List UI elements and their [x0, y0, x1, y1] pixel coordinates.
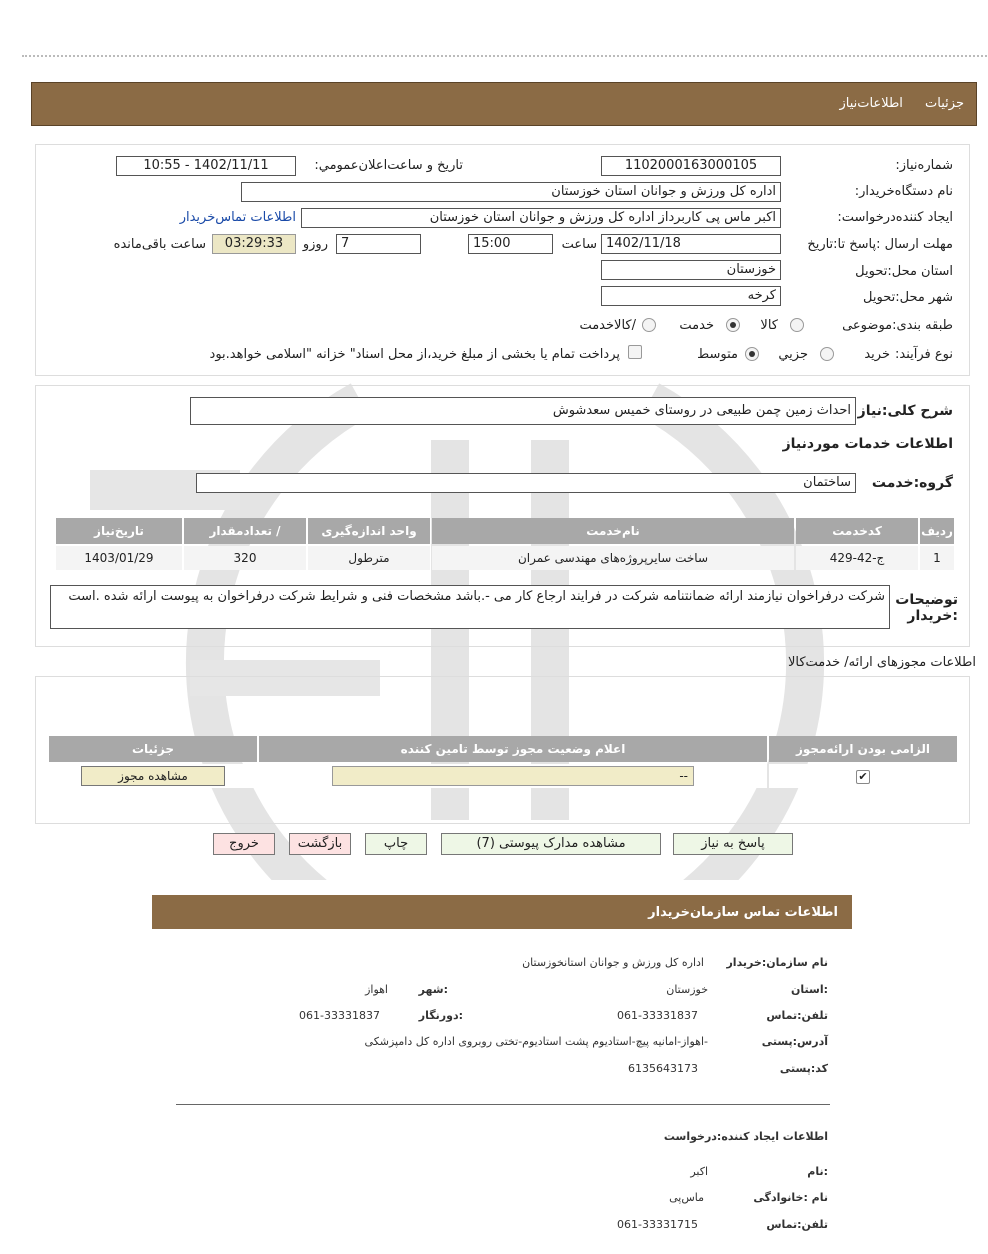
buyer-org-field: اداره کل ورزش و جوانان استان خوزستان [241, 182, 781, 202]
remaining-time-label: ساعت باقی‌مانده [113, 237, 206, 252]
col-row: ردیف [920, 518, 954, 544]
creator-family-label: نام :خانوادگی [753, 1191, 828, 1204]
category-label: طبقه بندی:موضوعی [842, 318, 953, 333]
creator-name-value: اکبر [690, 1165, 708, 1178]
creator-field: اکبر ماس پی کاربرداز اداره کل ورزش و جوانان استان خوزستان [301, 208, 781, 228]
contact-city-value: اهواز [365, 983, 388, 996]
creator-label: ایجاد کننده‌درخواست: [837, 210, 953, 225]
view-attachments-button[interactable]: مشاهده مدارک پیوستی (7) [441, 833, 661, 855]
contact-postal-value: 6135643173 [628, 1062, 698, 1075]
deadline-date-field: 1402/11/18 [601, 234, 781, 254]
summary-label: شرح کلی:نیاز [857, 403, 953, 419]
deadline-time-field: 15:00 [468, 234, 553, 254]
province-label: استان محل:تحویل [855, 264, 953, 279]
buyer-contact-link[interactable]: اطلاعات تماس‌خریدار [179, 210, 296, 225]
col-permit-required: الزامی بودن ارائه‌مجوز [769, 736, 957, 762]
process-buy-label: خرید [864, 347, 890, 362]
cell-permit-required [769, 764, 957, 788]
contact-header-bar [152, 895, 852, 929]
process-medium-label: متوسط [697, 347, 738, 362]
contact-postal-label: کد:پستی [779, 1062, 828, 1075]
deadline-days-field: 7 [336, 234, 421, 254]
contact-address-label: آدرس:پستی [761, 1035, 828, 1048]
remaining-time-badge: 03:29:33 [212, 234, 296, 254]
cell-service-code: ج-42-429 [796, 546, 918, 570]
category-goods-radio[interactable] [790, 318, 804, 332]
view-permit-button[interactable]: مشاهده مجوز [81, 766, 225, 786]
permit-required-checkbox: ✔ [856, 770, 870, 784]
announce-field: 1402/11/11 - 10:55 [116, 156, 296, 176]
col-permit-status: اعلام وضعیت مجوز توسط تامین کننده [259, 736, 767, 762]
announce-label: تاریخ و ساعت‌اعلان‌عمومي: [314, 158, 463, 173]
category-service-label: خدمت [679, 318, 714, 333]
process-partial-radio[interactable] [820, 347, 834, 361]
deadline-label: مهلت ارسال :پاسخ تا:تاریخ [807, 237, 953, 252]
contact-org-label: نام سازمان:خریدار [726, 956, 828, 969]
category-both-label: /کالاخدمت [579, 318, 636, 333]
table-row [56, 546, 954, 570]
breadcrumb [821, 96, 964, 111]
exit-button[interactable]: خروج [213, 833, 275, 855]
breadcrumb-need-info[interactable]: اطلاعات‌نیاز [839, 96, 903, 111]
buyer-org-label: نام دستگاه‌خريدار: [854, 184, 953, 199]
permit-status-field: -- [332, 766, 694, 786]
services-table [54, 516, 956, 572]
category-service-radio[interactable] [726, 318, 740, 332]
treasury-payment-checkbox[interactable] [628, 345, 642, 359]
reply-button[interactable]: پاسخ به نیاز [673, 833, 793, 855]
need-number-label: شماره‌نیاز: [895, 158, 953, 173]
col-quantity: / تعدادمقدار [184, 518, 306, 544]
contact-org-value: اداره کل ورزش و جوانان استانخوزستان [522, 956, 704, 969]
col-service-code: کدخدمت [796, 518, 918, 544]
buyer-notes-label [888, 592, 958, 624]
contact-fax-label: :دورنگار [418, 1009, 463, 1022]
print-button[interactable]: چاپ [365, 833, 427, 855]
creator-family-value: ماس‌پی [669, 1191, 704, 1204]
need-number-field: 1102000163000105 [601, 156, 781, 176]
creator-phone-label: تلفن:تماس [766, 1218, 828, 1231]
top-divider [22, 55, 987, 57]
treasury-payment-label: پرداخت تمام یا بخشی از مبلغ خرید،از محل اسناد" خزانه "اسلامی خواهد.بود [209, 347, 620, 362]
service-group-field: ساختمان [196, 473, 856, 493]
cell-permit-details [49, 764, 257, 788]
buyer-notes-label-text: توضیحات :خریدار [895, 592, 958, 624]
category-both-radio[interactable] [642, 318, 656, 332]
contact-phone-label: تلفن:تماس [766, 1009, 828, 1022]
cell-service-name: ساخت سایرپروژه‌های مهندسی عمران [432, 546, 794, 570]
col-permit-details: جزئیات [49, 736, 257, 762]
permits-title: اطلاعات مجوزهای ارائه/ خدمت‌کالا [787, 655, 976, 670]
creator-name-label: :نام [807, 1165, 828, 1178]
creator-phone-value: 061-33331715 [617, 1218, 698, 1231]
need-info-panel [35, 144, 970, 376]
breadcrumb-details[interactable]: جزئیات [925, 96, 964, 111]
cell-quantity: 320 [184, 546, 306, 570]
contact-header-title: اطلاعات تماس سازمان‌خریدار [648, 905, 838, 920]
permits-table [47, 734, 959, 790]
page-header-bar [31, 82, 977, 126]
cell-permit-status [259, 764, 767, 788]
service-group-label: گروه:خدمت [871, 475, 953, 491]
contact-fax-value: 061-33331837 [299, 1009, 380, 1022]
creator-info-title: اطلاعات ایجاد کننده:درخواست [663, 1130, 828, 1143]
process-partial-label: جزیي [778, 347, 808, 362]
table-row [49, 764, 957, 788]
summary-field: احداث زمین چمن طبیعی در روستای خمیس سعدشوش [190, 397, 856, 425]
deadline-time-label: ساعت [561, 237, 597, 252]
city-label: شهر محل:تحویل [863, 290, 953, 305]
city-field: کرخه [601, 286, 781, 306]
col-service-name: نام‌خدمت [432, 518, 794, 544]
deadline-days-label: روزو [302, 237, 328, 252]
contact-address-value: -اهواز-امانیه پیچ-استادیوم پشت استادیوم-تختی روبروی اداره کل دامپزشکی [364, 1035, 708, 1048]
contact-province-value: خوزستان [666, 983, 708, 996]
back-button[interactable]: بازگشت [289, 833, 351, 855]
section-divider [176, 1104, 830, 1105]
contact-phone-value: 061-33331837 [617, 1009, 698, 1022]
cell-row: 1 [920, 546, 954, 570]
contact-city-label: :شهر [418, 983, 448, 996]
col-need-date: تاریخ‌نیاز [56, 518, 182, 544]
category-goods-label: کالا [760, 318, 778, 333]
cell-unit: مترطول [308, 546, 430, 570]
process-label: نوع فرآیند: [895, 347, 953, 362]
services-title: اطلاعات خدمات موردنیاز [782, 436, 953, 452]
col-unit: واحد اندازه‌گیری [308, 518, 430, 544]
contact-province-label: :استان [791, 983, 828, 996]
province-field: خوزستان [601, 260, 781, 280]
process-medium-radio[interactable] [745, 347, 759, 361]
buyer-notes-field: شرکت درفراخوان نیازمند ارائه ضمانتنامه شرکت در فرایند ارجاع کار می -.باشد مشخصات فنی و شرایط شرکت درفراخوان به پیوست ارائه شده .است [50, 585, 890, 629]
cell-need-date: 1403/01/29 [56, 546, 182, 570]
